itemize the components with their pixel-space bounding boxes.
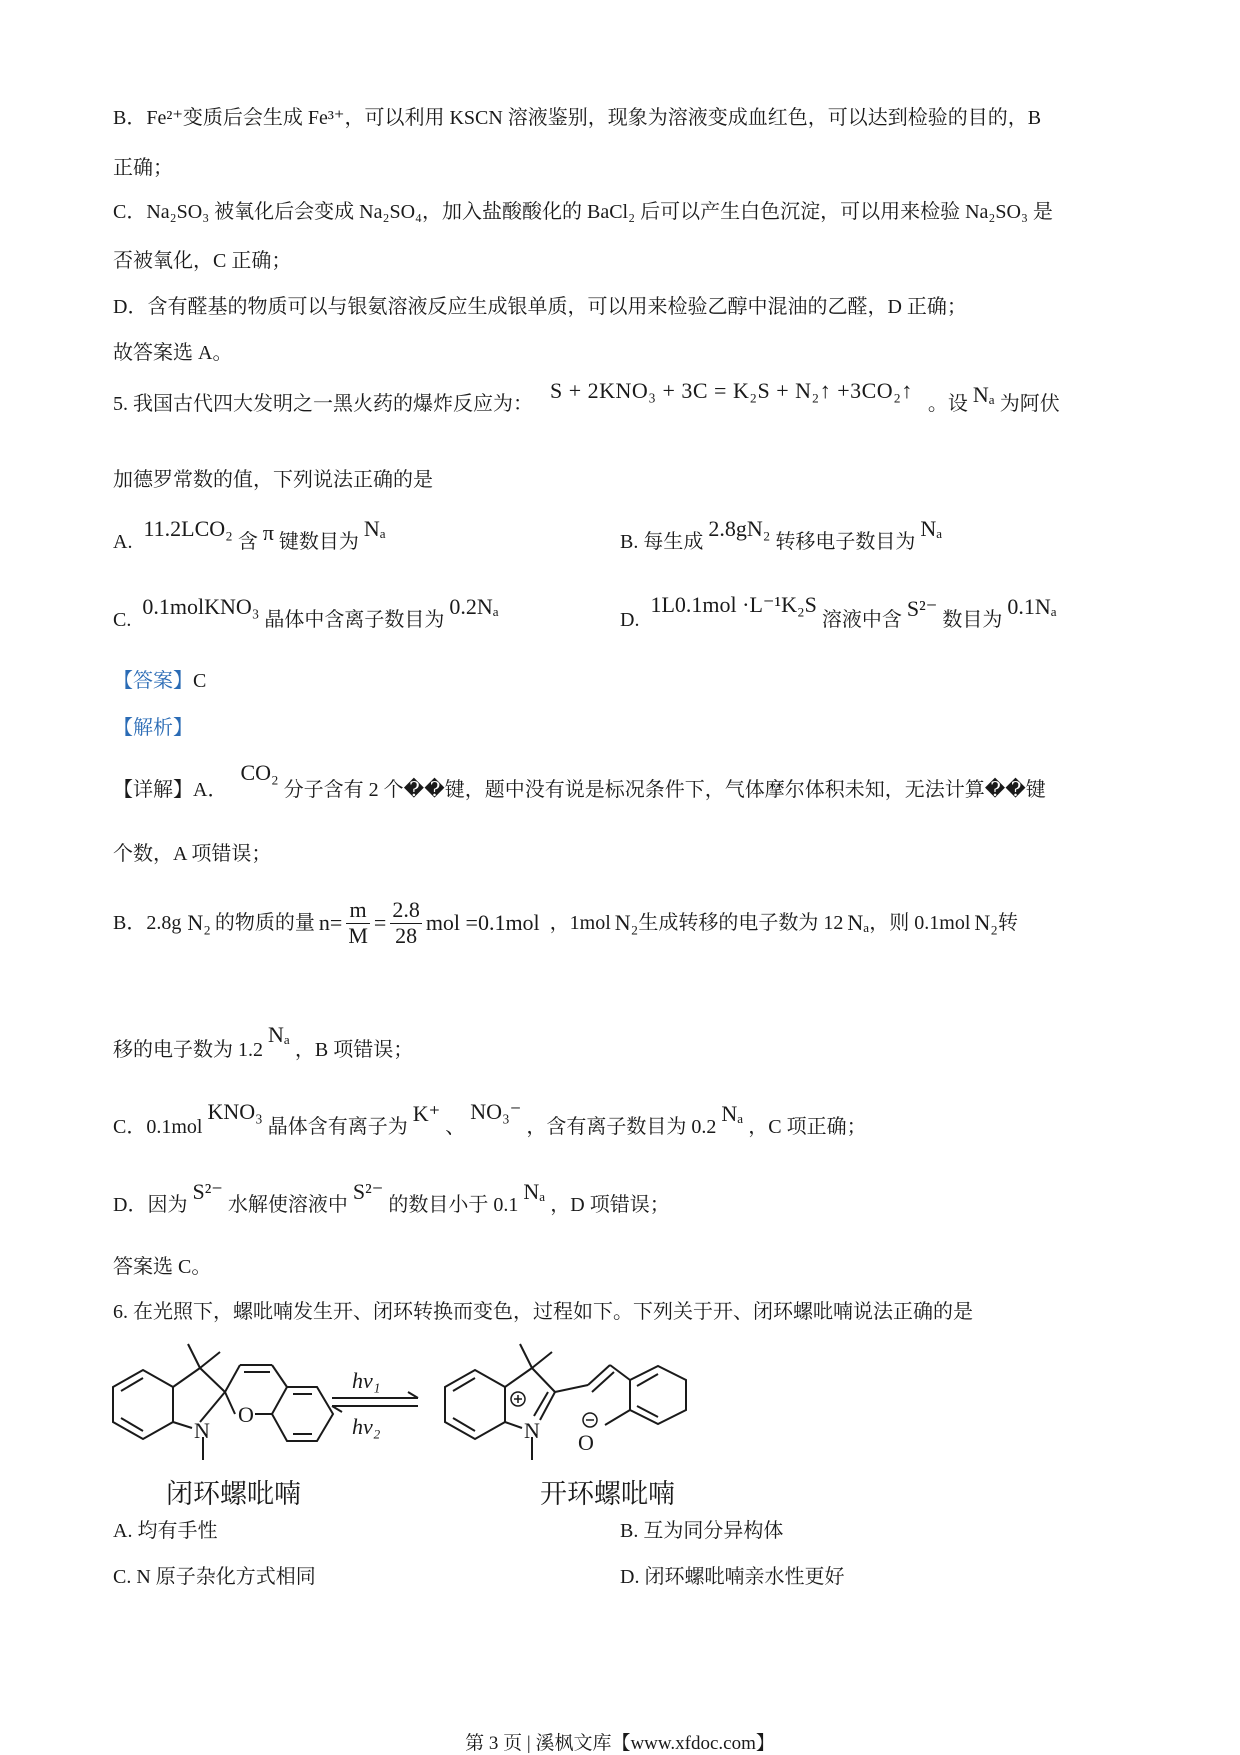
equals: = <box>373 910 387 935</box>
q6-option-c: C. N 原子杂化方式相同 <box>113 1566 316 1588</box>
text-line: D．含有醛基的物质可以与银氨溶液反应生成银单质，可以用来检验乙醇中混油的乙醛，D 正确； <box>113 296 967 318</box>
detail-d3: 的数目小于 0.1 <box>388 1194 519 1216</box>
detail-d2: 水解使溶液中 <box>227 1194 348 1216</box>
detail-c2: 晶体含有离子为 <box>267 1116 408 1138</box>
q5-option-b <box>620 516 943 553</box>
q6-option-d: D. 闭环螺吡喃亲水性更好 <box>620 1566 845 1588</box>
page-footer: 第 3 页 | 溪枫文库【www.xfdoc.com】 <box>465 1733 775 1754</box>
frac-den: 28 <box>395 922 418 948</box>
co2-formula: CO₂ <box>240 760 279 785</box>
detail-end: 答案选 C。 <box>113 1256 212 1278</box>
detail-b <box>113 898 1018 948</box>
k-ion: K⁺ <box>412 1101 441 1126</box>
option-d-text: 溶液中含 <box>821 609 902 631</box>
option-a-mid: 含 <box>237 531 258 553</box>
kno3-formula: KNO₃ <box>207 1099 263 1124</box>
option-c-label: C. <box>113 609 132 631</box>
detail-c1: C．0.1mol <box>113 1116 203 1138</box>
na-symbol: Nₐ <box>847 910 870 935</box>
s2-ion: S²⁻ <box>192 1179 223 1204</box>
detail-b8: ，B 项错误； <box>294 1039 414 1061</box>
q5-option-d <box>620 592 1057 631</box>
frac-den: M <box>348 922 368 948</box>
hv1-label: hν₁ <box>352 1368 381 1393</box>
option-c-value: 0.2Nₐ <box>449 594 499 619</box>
closed-form-label: 闭环螺吡喃 <box>166 1479 301 1509</box>
detail-a-cont: 个数，A 项错误； <box>113 843 272 865</box>
text-line: 故答案选 A。 <box>113 342 233 364</box>
option-a-expr: 11.2LCO₂ <box>143 516 233 541</box>
option-label: A. <box>113 531 133 553</box>
detail-a1: 【详解】A． <box>113 779 228 801</box>
atom-o: O <box>578 1430 594 1455</box>
option-b-value: Nₐ <box>920 516 943 541</box>
detail-b7: 移的电子数为 1.2 <box>113 1039 263 1061</box>
formula-n: n= <box>318 910 343 935</box>
closed-benzene-ring <box>113 1370 173 1439</box>
option-b-text: 转移电子数目为 <box>775 531 916 553</box>
na-symbol: Nₐ <box>523 1179 546 1204</box>
q5-stem-a: 5. 我国古代四大发明之一黑火药的爆炸反应为： <box>113 393 533 415</box>
detail-b1: B．2.8g <box>113 912 182 934</box>
open-benzene-ring <box>445 1370 505 1439</box>
frac-num: 2.8 <box>392 897 420 923</box>
option-c-expr: 0.1molKNO₃ <box>142 594 260 619</box>
detail-c5: ，C 项正确； <box>748 1116 867 1138</box>
detail-b2: 的物质的量 <box>214 912 315 934</box>
q5-stem-c: 为阿伏 <box>999 393 1060 415</box>
detail-c <box>113 1099 867 1138</box>
na-symbol: Nₐ <box>972 382 995 407</box>
option-c-text: 晶体中含离子数目为 <box>264 609 445 631</box>
na-symbol: Nₐ <box>721 1101 744 1126</box>
option-b-expr: 2.8gN₂ <box>708 516 771 541</box>
text-line: 否被氧化，C 正确； <box>113 250 292 272</box>
answer-value: C <box>193 670 207 692</box>
option-a-text: 键数目为 <box>278 531 359 553</box>
q5-stem-b: 。设 <box>927 393 968 415</box>
option-d-text2: 数目为 <box>942 609 1003 631</box>
atom-o: O <box>238 1402 254 1427</box>
pi-symbol: π <box>262 520 274 545</box>
n2-formula: N₂ <box>614 910 639 935</box>
na-symbol: Nₐ <box>268 1022 290 1047</box>
option-d-label: D. <box>620 609 640 631</box>
q5-stem <box>113 378 1060 415</box>
detail-b4: 生成转移的电子数为 12 <box>638 912 844 934</box>
option-d-value: 0.1Nₐ <box>1007 594 1057 619</box>
detail-b3: ，1mol <box>549 912 611 934</box>
atom-n: N <box>194 1418 210 1443</box>
detail-b-cont <box>113 1022 414 1061</box>
option-b-label: B. 每生成 <box>620 531 704 553</box>
q6-option-b: B. 互为同分异构体 <box>620 1520 784 1542</box>
detail-b5: ，则 0.1mol <box>869 912 971 934</box>
detail-d1: D．因为 <box>113 1194 188 1216</box>
s2-ion: S²⁻ <box>352 1179 384 1204</box>
q6-stem: 6. 在光照下，螺吡喃发生开、闭环转换而变色，过程如下。下列关于开、闭环螺吡喃说法正确的是 <box>113 1301 973 1323</box>
closed-phenyl-ring <box>272 1387 333 1441</box>
text-line: B．Fe²⁺变质后会生成 Fe³⁺，可以利用 KSCN 溶液鉴别，现象为溶液变成血红色，可以达到检验的目的，B <box>113 107 1042 129</box>
text-line: 正确； <box>113 157 173 179</box>
detail-d4: ，D 项错误； <box>550 1194 670 1216</box>
q5-equation: S + 2KNO₃ + 3C = K₂S + N₂↑ +3CO₂↑ <box>550 378 913 403</box>
detail-b6: 转 <box>997 912 1018 934</box>
answer-label: 【答案】 <box>113 670 193 692</box>
q5-option-a <box>113 516 386 553</box>
option-d-expr: 1L0.1mol ·L⁻¹K₂S <box>650 592 817 617</box>
spiropyran-diagram <box>100 1330 780 1495</box>
atom-n: N <box>524 1418 540 1443</box>
option-a-value: Nₐ <box>363 516 386 541</box>
n2-formula: N₂ <box>187 910 211 935</box>
detail-a <box>113 760 1046 801</box>
q5-option-c <box>113 594 499 631</box>
open-form-label: 开环螺吡喃 <box>540 1479 675 1509</box>
formula-result: mol =0.1mol <box>425 910 540 935</box>
frac-num: m <box>346 898 370 923</box>
detail-c4: ，含有离子数目为 0.2 <box>526 1116 717 1138</box>
hv2-label: hν₂ <box>352 1414 381 1439</box>
fraction-m-over-M <box>346 898 370 947</box>
analysis-label: 【解析】 <box>113 717 193 739</box>
no3-ion: NO₃⁻ <box>470 1099 522 1124</box>
n2-formula: N₂ <box>974 910 998 935</box>
answer-line <box>113 671 206 691</box>
q5-stem-cont: 加德罗常数的值，下列说法正确的是 <box>113 469 433 491</box>
detail-c3: 、 <box>445 1116 466 1138</box>
option-d-ion: S²⁻ <box>906 596 938 621</box>
fraction-2.8-over-28 <box>390 898 422 947</box>
detail-d <box>113 1179 670 1216</box>
detail-a2: 分子含有 2 个��键，题中没有说是标况条件下，气体摩尔体积未知，无法计算��键 <box>283 779 1046 801</box>
q6-option-a: A. 均有手性 <box>113 1520 218 1542</box>
text-line: C．Na₂SO₃ 被氧化后会变成 Na₂SO₄，加入盐酸酸化的 BaCl₂ 后可以产生白色沉淀，可以用来检验 Na₂SO₃ 是 <box>113 201 1053 223</box>
